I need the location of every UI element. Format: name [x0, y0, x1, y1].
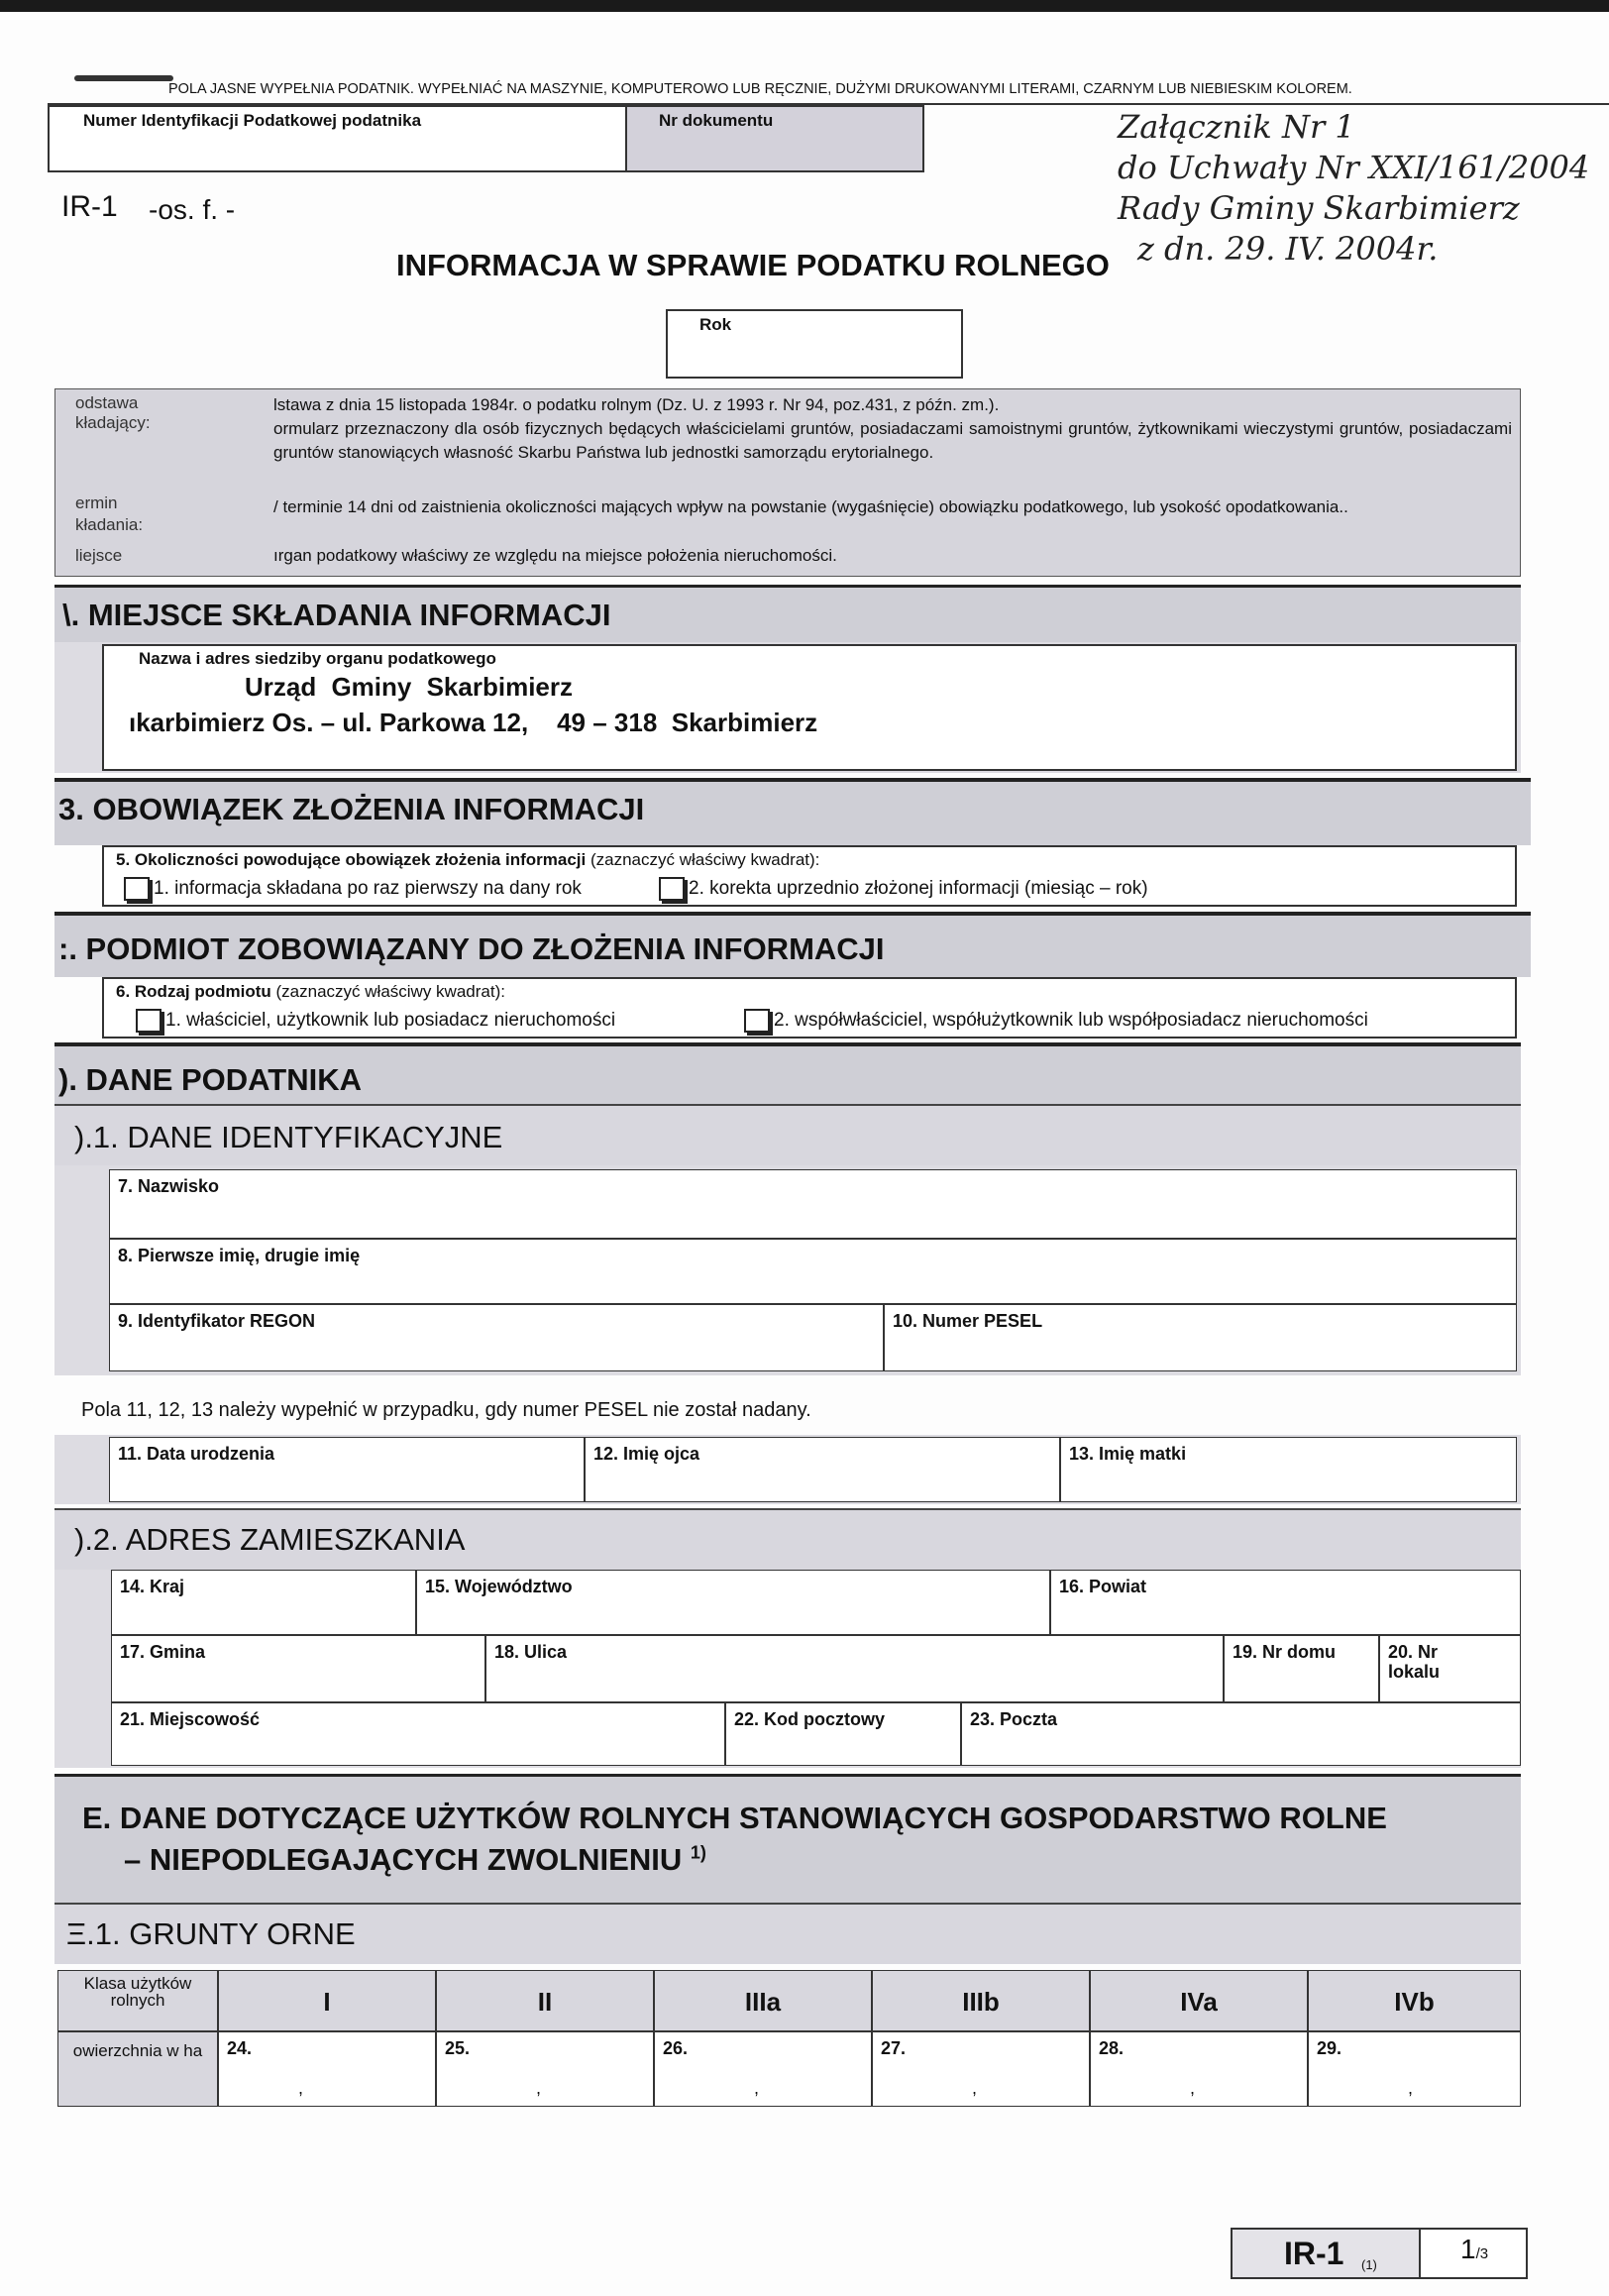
section-d-title: ). DANE PODATNIKA	[58, 1062, 362, 1097]
field-16-label: 16. Powiat	[1059, 1577, 1147, 1596]
field-21-locality[interactable]	[111, 1702, 725, 1766]
field-5-option-2[interactable]: 2. korekta uprzednio złożonej informacji (miesiąc – rok)	[659, 877, 1148, 901]
form-subcode: -os. f. -	[149, 194, 236, 225]
field-9-label: 9. Identyfikator REGON	[118, 1311, 316, 1331]
basis-text-3: / terminie 14 dni od zaistnienia okoliczności mających wpływ na powstanie (wygaśnięcie) obowiązku podatkowego, lub ysokość opodatkowania..	[273, 497, 1348, 516]
section-c-header	[54, 912, 1531, 977]
field-6-option-1[interactable]: 1. właściciel, użytkownik lub posiadacz nieruchomości	[136, 1009, 615, 1033]
field-17-label: 17. Gmina	[120, 1642, 206, 1662]
section-d-header	[54, 1042, 1521, 1104]
field-29[interactable]	[1308, 2031, 1521, 2107]
basis-text-4: ırgan podatkowy właściwy ze względu na miejsce położenia nieruchomości.	[273, 546, 837, 565]
nip-label: Numer Identyfikacji Podatkowej podatnika	[83, 111, 422, 130]
section-d2-title: ).2. ADRES ZAMIESZKANIA	[74, 1522, 466, 1557]
field-7-label: 7. Nazwisko	[118, 1176, 220, 1196]
field-19-label: 19. Nr domu	[1233, 1642, 1337, 1662]
field-20-label: 20. Nr lokalu	[1388, 1642, 1441, 1682]
field-27-label: 27.	[881, 2038, 907, 2058]
checkbox-owner[interactable]	[136, 1009, 161, 1033]
top-edge-strip	[0, 0, 1609, 12]
field-10-label: 10. Numer PESEL	[893, 1311, 1043, 1331]
decimal-comma: ,	[536, 2078, 542, 2098]
decimal-comma: ,	[1408, 2078, 1414, 2098]
field-11-birth-date[interactable]	[109, 1437, 585, 1502]
field-6-option-2[interactable]: 2. współwłaściciel, współużytkownik lub współposiadacz nieruchomości	[744, 1009, 1368, 1033]
footer-form-id	[1231, 2228, 1528, 2279]
basis-label-4: liejsce	[75, 546, 123, 565]
decimal-comma: ,	[298, 2078, 304, 2098]
tax-office-field[interactable]	[102, 644, 1517, 771]
decimal-comma: ,	[972, 2078, 978, 2098]
decimal-comma: ,	[1190, 2078, 1196, 2098]
field-15-label: 15. Województwo	[425, 1577, 573, 1596]
field-17-commune[interactable]	[111, 1635, 485, 1702]
handwritten-line-4: z dn. 29. IV. 2004r.	[1137, 230, 1439, 268]
field-25-label: 25.	[445, 2038, 471, 2058]
checkbox-first-time[interactable]	[124, 877, 150, 901]
section-e-title-line-1: E. DANE DOTYCZĄCE UŻYTKÓW ROLNYCH STANOWIĄCYCH GOSPODARSTWO ROLNE	[82, 1801, 1387, 1835]
basis-text-2: ormularz przeznaczony dla osób fizycznych będących właścicielami gruntów, posiadaczami samoistnymi gruntów, żytkownikami wieczystymi gruntów, posiadaczami gruntów stanowiących własność Skarbu Państwa lub jednostki samorządu erytorialnego.	[273, 419, 1512, 462]
class-header-1: I	[218, 1970, 436, 2031]
handwritten-line-1: Załącznik Nr 1	[1118, 108, 1355, 146]
basis-label-3: ermin kładania:	[75, 493, 144, 534]
class-header-2: II	[436, 1970, 654, 2031]
basis-text-1: lstawa z dnia 15 listopada 1984r. o podatku rolnym (Dz. U. z 1993 r. Nr 94, poz.431, z późn. zm.).	[273, 395, 1000, 414]
basis-block	[54, 388, 1521, 577]
field-13-mother-name[interactable]	[1060, 1437, 1517, 1502]
footer-code: IR-1	[1284, 2236, 1344, 2271]
tax-office-name: Urząd Gminy Skarbimierz	[245, 672, 573, 702]
section-a-header	[54, 585, 1521, 642]
section-e-header	[54, 1774, 1521, 1903]
handwritten-line-3: Rady Gminy Skarbimierz	[1118, 189, 1520, 227]
year-field[interactable]	[666, 309, 963, 379]
field-26[interactable]	[654, 2031, 872, 2107]
field-24[interactable]	[218, 2031, 436, 2107]
section-a-title: \. MIEJSCE SKŁADANIA INFORMACJI	[62, 598, 611, 632]
year-label: Rok	[699, 315, 732, 334]
field-20-apartment-number[interactable]	[1379, 1635, 1521, 1702]
field-14-country[interactable]	[111, 1570, 416, 1635]
field-18-label: 18. Ulica	[494, 1642, 568, 1662]
row-label-class: Klasa użytków rolnych	[57, 1970, 218, 2031]
field-5	[102, 845, 1517, 907]
form-code: IR-1	[61, 190, 118, 223]
pesel-note: Pola 11, 12, 13 należy wypełnić w przypadku, gdy numer PESEL nie został nadany.	[81, 1399, 811, 1421]
field-25[interactable]	[436, 2031, 654, 2107]
section-c-title: :. PODMIOT ZOBOWIĄZANY DO ZŁOŻENIA INFORMACJI	[58, 931, 885, 966]
tax-office-address: ıkarbimierz Os. – ul. Parkowa 12, 49 – 318 Skarbimierz	[129, 708, 818, 737]
class-header-3: IIIa	[654, 1970, 872, 2031]
field-5-option-1[interactable]: 1. informacja składana po raz pierwszy na dany rok	[124, 877, 582, 901]
field-6	[102, 977, 1517, 1039]
field-13-label: 13. Imię matki	[1069, 1444, 1187, 1464]
handwritten-line-2: do Uchwały Nr XXI/161/2004	[1118, 149, 1590, 186]
field-26-label: 26.	[663, 2038, 689, 2058]
basis-label-1: odstawa	[75, 393, 139, 412]
field-27[interactable]	[872, 2031, 1090, 2107]
field-15-voivodeship[interactable]	[416, 1570, 1050, 1635]
field-14-label: 14. Kraj	[120, 1577, 185, 1596]
handwritten-annotation	[1118, 107, 1589, 270]
section-b-title: 3. OBOWIĄZEK ZŁOŻENIA INFORMACJI	[58, 792, 645, 826]
field-28[interactable]	[1090, 2031, 1308, 2107]
field-10-pesel[interactable]	[884, 1304, 1517, 1371]
checkbox-co-owner[interactable]	[744, 1009, 770, 1033]
field-28-label: 28.	[1099, 2038, 1125, 2058]
class-header-6: IVb	[1308, 1970, 1521, 2031]
section-d2-header	[54, 1508, 1521, 1570]
field-7-surname[interactable]	[109, 1169, 1517, 1239]
class-header-4: IIIb	[872, 1970, 1090, 2031]
field-12-label: 12. Imię ojca	[593, 1444, 700, 1464]
decimal-comma: ,	[754, 2078, 760, 2098]
field-8-label: 8. Pierwsze imię, drugie imię	[118, 1246, 361, 1265]
field-9-regon[interactable]	[109, 1304, 884, 1371]
field-23-label: 23. Poczta	[970, 1709, 1058, 1729]
section-d1-title: ).1. DANE IDENTYFIKACYJNE	[74, 1120, 503, 1154]
main-title: INFORMACJA W SPRAWIE PODATKU ROLNEGO	[396, 248, 1110, 282]
fill-instruction: POLA JASNE WYPEŁNIA PODATNIK. WYPEŁNIAĆ NA MASZYNIE, KOMPUTEROWO LUB RĘCZNIE, DUŻYMI DRUKOWANYMI LITERAMI, CZARNYM LUB NIEBIESKIM KOLOREM.	[168, 81, 1352, 97]
footer-code-box	[1233, 2230, 1421, 2277]
field-8-first-names[interactable]	[109, 1239, 1517, 1304]
field-29-label: 29.	[1317, 2038, 1342, 2058]
basis-label-2: kładający:	[75, 413, 151, 432]
field-18-street[interactable]	[485, 1635, 1224, 1702]
footer-code-sub: (1)	[1361, 2257, 1377, 2272]
field-22-label: 22. Kod pocztowy	[734, 1709, 886, 1729]
checkbox-correction[interactable]	[659, 877, 685, 901]
footer-page: 1/3	[1460, 2234, 1489, 2264]
field-22-postal-code[interactable]	[725, 1702, 961, 1766]
class-header-5: IVa	[1090, 1970, 1308, 2031]
doc-number-label: Nr dokumentu	[659, 111, 774, 130]
field-24-label: 24.	[227, 2038, 253, 2058]
pen-stroke	[74, 75, 173, 81]
nip-field[interactable]	[48, 105, 627, 172]
section-e1-header	[54, 1903, 1521, 1964]
field-21-label: 21. Miejscowość	[120, 1709, 261, 1729]
section-d1-header	[54, 1104, 1521, 1165]
field-5-label: 5. Okoliczności powodujące obowiązek złożenia informacji (zaznaczyć właściwy kwadrat):	[116, 850, 820, 869]
field-6-label: 6. Rodzaj podmiotu (zaznaczyć właściwy kwadrat):	[116, 982, 505, 1001]
section-e1-title: Ξ.1. GRUNTY ORNE	[66, 1916, 356, 1951]
section-b-header	[54, 778, 1531, 845]
row-label-area: owierzchnia w ha	[57, 2031, 218, 2107]
field-19-house-number[interactable]	[1224, 1635, 1379, 1702]
tax-office-label: Nazwa i adres siedziby organu podatkowego	[139, 649, 496, 668]
section-e-title-line-2: – NIEPODLEGAJĄCYCH ZWOLNIENIU $^{1)}$	[124, 1842, 706, 1877]
field-11-label: 11. Data urodzenia	[118, 1444, 275, 1464]
doc-number-field	[625, 105, 924, 172]
field-23-post-office[interactable]	[961, 1702, 1521, 1766]
field-16-county[interactable]	[1050, 1570, 1521, 1635]
field-12-father-name[interactable]	[585, 1437, 1060, 1502]
